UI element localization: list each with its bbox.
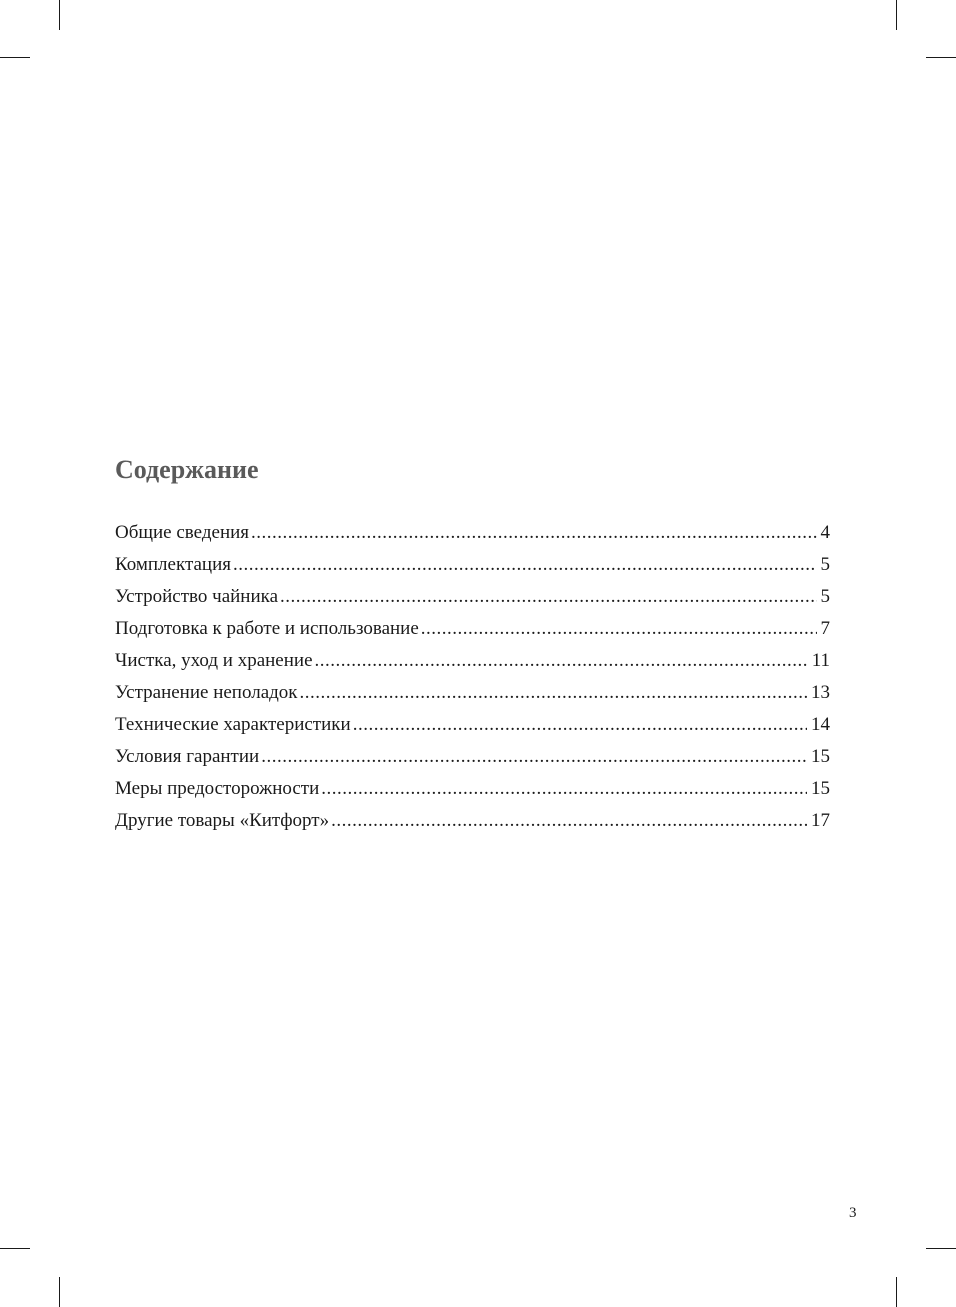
dot-leader xyxy=(300,677,807,709)
table-of-contents xyxy=(115,517,830,837)
toc-entry-label: Устройство чайника xyxy=(115,586,279,607)
crop-mark-top-left-horizontal xyxy=(0,57,30,58)
toc-entry[interactable] xyxy=(115,613,830,645)
toc-entry-label: Другие товары «Китфорт» xyxy=(115,810,330,831)
toc-entry[interactable] xyxy=(115,773,830,805)
dot-leader xyxy=(421,613,817,645)
page-number: 3 xyxy=(849,1205,857,1221)
crop-mark-bottom-left-horizontal xyxy=(0,1248,30,1249)
toc-entry-label: Технические характеристики xyxy=(115,714,351,735)
crop-mark-bottom-left-vertical xyxy=(59,1277,60,1307)
dot-leader xyxy=(261,741,807,773)
crop-mark-bottom-right-horizontal xyxy=(926,1248,956,1249)
crop-mark-bottom-right-vertical xyxy=(896,1277,897,1307)
toc-entry[interactable] xyxy=(115,805,830,837)
toc-entry[interactable] xyxy=(115,549,830,581)
contents-title: Содержание xyxy=(115,455,259,484)
toc-entry-label: Устранение неполадок xyxy=(115,682,298,703)
toc-entry-label: Меры предосторожности xyxy=(115,778,320,799)
toc-entry[interactable] xyxy=(115,677,830,709)
crop-mark-top-right-vertical xyxy=(896,0,897,30)
toc-entry-page: 15 xyxy=(811,778,830,799)
toc-entry[interactable] xyxy=(115,517,830,549)
crop-mark-top-right-horizontal xyxy=(926,57,956,58)
dot-leader xyxy=(233,549,817,581)
toc-entry[interactable] xyxy=(115,645,830,677)
dot-leader xyxy=(321,773,807,805)
toc-entry-page: 14 xyxy=(811,714,830,735)
toc-entry-page: 5 xyxy=(820,554,830,575)
toc-entry-page: 11 xyxy=(811,650,830,671)
dot-leader xyxy=(331,805,807,837)
toc-entry-page: 15 xyxy=(811,746,830,767)
crop-mark-top-left-vertical xyxy=(59,0,60,30)
toc-entry-page: 4 xyxy=(820,522,830,543)
toc-entry-label: Условия гарантии xyxy=(115,746,260,767)
toc-entry-page: 17 xyxy=(811,810,830,831)
toc-entry-label: Комплектация xyxy=(115,554,231,575)
toc-entry-page: 7 xyxy=(820,618,830,639)
toc-entry-page: 13 xyxy=(811,682,830,703)
dot-leader xyxy=(315,645,808,677)
toc-entry[interactable] xyxy=(115,709,830,741)
dot-leader xyxy=(280,581,816,613)
toc-entry-label: Подготовка к работе и использование xyxy=(115,618,419,639)
dot-leader xyxy=(251,517,816,549)
dot-leader xyxy=(353,709,807,741)
toc-entry-label: Общие сведения xyxy=(115,522,250,543)
toc-entry-page: 5 xyxy=(820,586,830,607)
toc-entry[interactable] xyxy=(115,581,830,613)
toc-entry-label: Чистка, уход и хранение xyxy=(115,650,313,671)
toc-entry[interactable] xyxy=(115,741,830,773)
